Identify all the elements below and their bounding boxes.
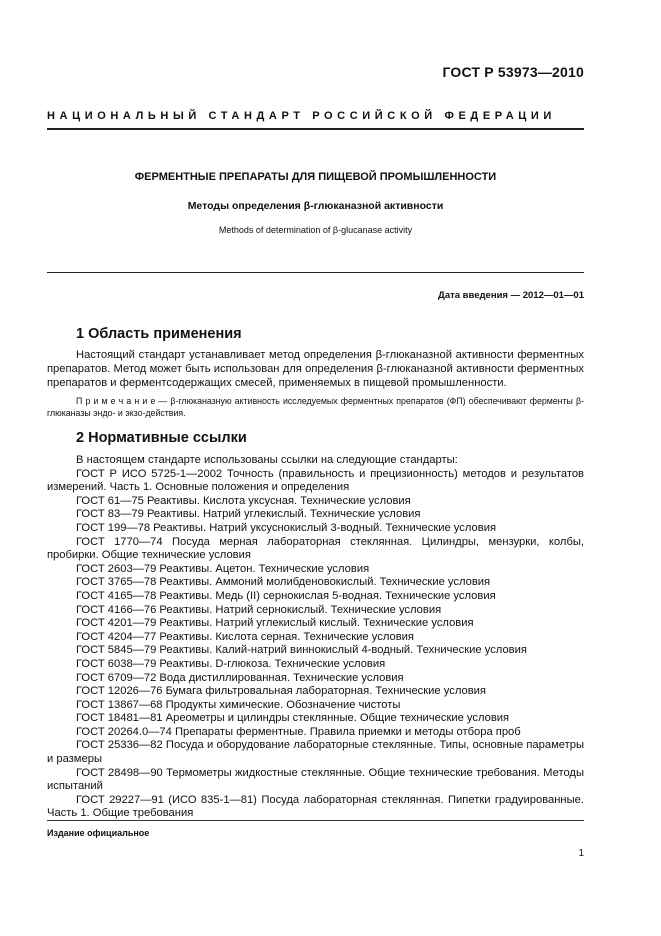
title-divider <box>47 272 584 273</box>
reference-item: ГОСТ 25336—82 Посуда и оборудование лабораторные стеклянные. Типы, основные параметры и размеры <box>47 739 584 766</box>
header-divider <box>47 128 584 130</box>
document-title: ФЕРМЕНТНЫЕ ПРЕПАРАТЫ ДЛЯ ПИЩЕВОЙ ПРОМЫШЛЕННОСТИ <box>134 171 497 183</box>
reference-item: ГОСТ 4165—78 Реактивы. Медь (II) сернокислая 5-водная. Технические условия <box>76 589 496 602</box>
reference-item: ГОСТ 13867—68 Продукты химические. Обозначение чистоты <box>76 698 401 711</box>
reference-item: ГОСТ 6709—72 Вода дистиллированная. Технические условия <box>76 671 404 684</box>
reference-item: ГОСТ 6038—79 Реактивы. D-глюкоза. Технические условия <box>76 657 386 670</box>
section-1-body <box>47 348 584 390</box>
footer-divider <box>47 820 584 821</box>
reference-item: ГОСТ 2603—79 Реактивы. Ацетон. Технические условия <box>76 562 370 575</box>
normative-references-list <box>47 454 584 821</box>
reference-item: ГОСТ 4201—79 Реактивы. Натрий углекислый кислый. Технические условия <box>76 617 474 630</box>
reference-item: ГОСТ 29227—91 (ИСО 835-1—81) Посуда лабораторная стеклянная. Пипетки градуированные. Часть 1. Общие требования <box>47 793 584 820</box>
page-number: 1 <box>578 848 584 859</box>
scope-note <box>47 395 584 419</box>
reference-item: ГОСТ 4166—76 Реактивы. Натрий сернокислый. Технические условия <box>76 603 442 616</box>
reference-item: ГОСТ 18481—81 Ареометры и цилиндры стеклянные. Общие технические условия <box>76 712 510 725</box>
document-number: ГОСТ Р 53973—2010 <box>442 64 584 80</box>
official-edition-label: Издание официальное <box>47 828 150 838</box>
scope-note-text: П р и м е ч а н и е — β-глюканазную активность исследуемых ферментных препаратов (ФП) обеспечивают ферменты β-глюканазы эндо- и экзо-действия. <box>47 396 584 418</box>
reference-item: ГОСТ 61—75 Реактивы. Кислота уксусная. Технические условия <box>76 494 411 507</box>
reference-item: ГОСТ 28498—90 Термометры жидкостные стеклянные. Общие технические требования. Методы испытаний <box>47 766 584 793</box>
english-title: Methods of determination of β-glucanase activity <box>218 225 413 235</box>
reference-item: ГОСТ 5845—79 Реактивы. Калий-натрий виннокислый 4-водный. Технические условия <box>76 644 527 657</box>
national-standard-banner: НАЦИОНАЛЬНЫЙ СТАНДАРТ РОССИЙСКОЙ ФЕДЕРАЦИИ <box>47 110 556 122</box>
reference-item: ГОСТ Р ИСО 5725-1—2002 Точность (правильность и прецизионность) методов и результатов измерений. Часть 1. Основные положения и определения <box>47 467 584 494</box>
reference-item: ГОСТ 199—78 Реактивы. Натрий уксуснокислый 3-водный. Технические условия <box>76 521 496 534</box>
references-intro: В настоящем стандарте использованы ссылки на следующие стандарты: <box>76 454 458 466</box>
section-2-heading: 2 Нормативные ссылки <box>76 430 247 446</box>
introduction-date: Дата введения — 2012—01—01 <box>438 290 584 301</box>
reference-item: ГОСТ 4204—77 Реактивы. Кислота серная. Технические условия <box>76 630 414 643</box>
reference-item: ГОСТ 20264.0—74 Препараты ферментные. Правила приемки и методы отбора проб <box>76 725 521 738</box>
reference-item: ГОСТ 1770—74 Посуда мерная лабораторная стеклянная. Цилиндры, мензурки, колбы, пробирки. Общие технические условия <box>47 535 584 562</box>
scope-paragraph: Настоящий стандарт устанавливает метод определения β-глюканазной активности ферментных препаратов. Метод может быть использован для определения β-глюканазной активности ферментных препаратов и ферментсодержащих смесей, применяемых в пищевой промышленности. <box>47 349 584 389</box>
reference-item: ГОСТ 3765—78 Реактивы. Аммоний молибденовокислый. Технические условия <box>76 576 491 589</box>
reference-item: ГОСТ 12026—76 Бумага фильтровальная лабораторная. Технические условия <box>76 685 486 698</box>
document-subtitle: Методы определения β-глюканазной активности <box>187 200 444 212</box>
section-1-heading: 1 Область применения <box>76 326 242 342</box>
reference-item: ГОСТ 83—79 Реактивы. Натрий углекислый. Технические условия <box>76 508 421 521</box>
